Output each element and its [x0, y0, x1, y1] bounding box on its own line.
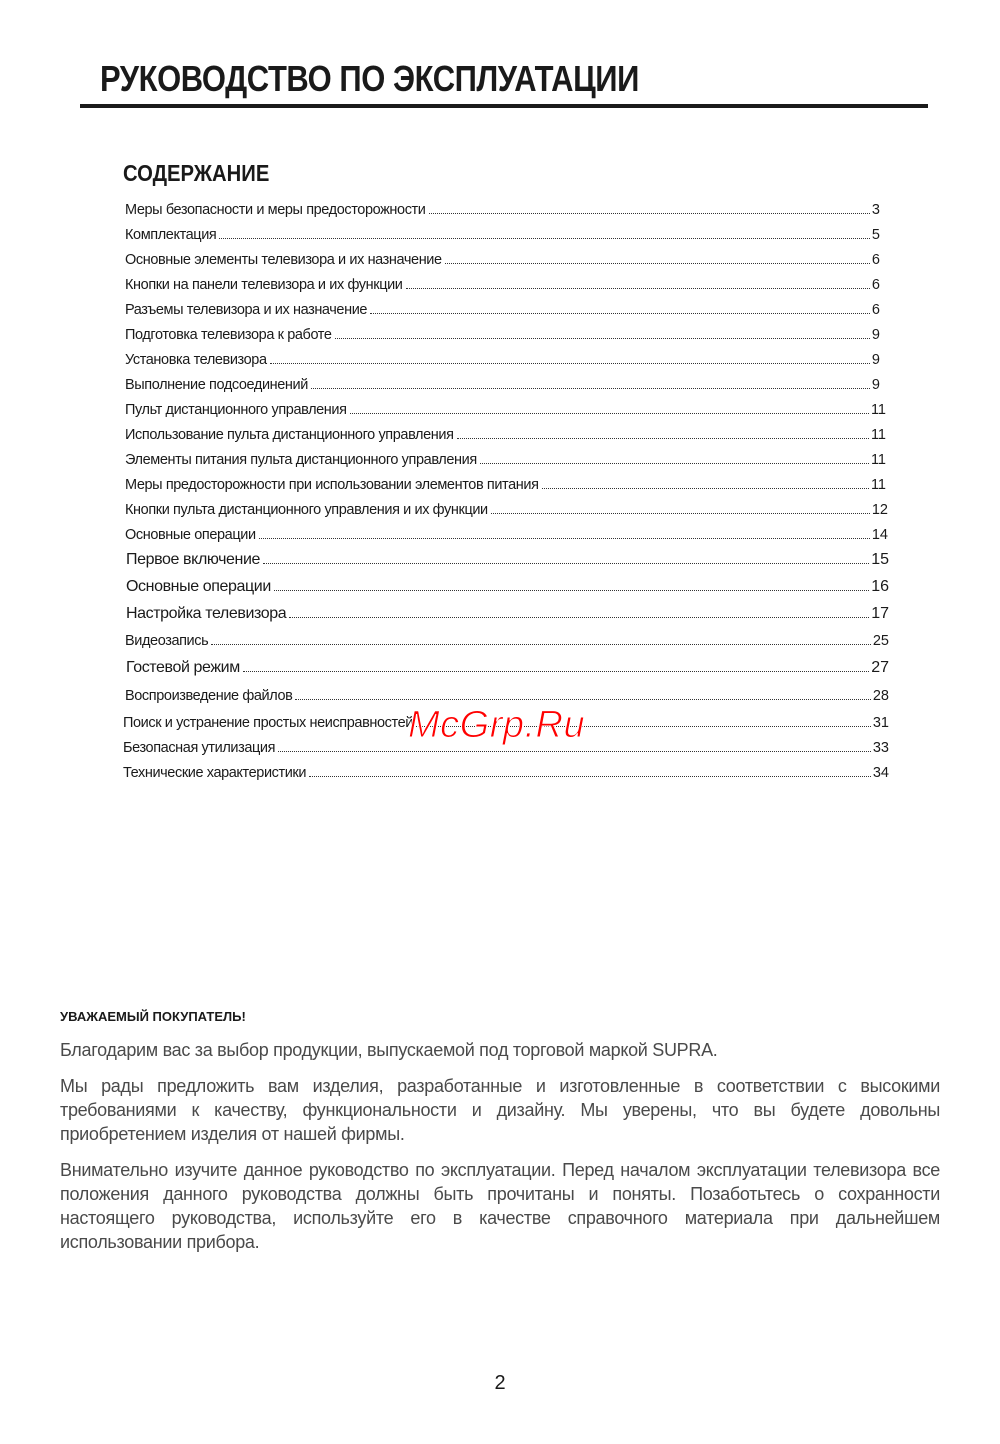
toc-leader-dots: [350, 413, 869, 414]
toc-item-page: 6: [871, 252, 880, 268]
toc-item[interactable]: [125, 225, 880, 245]
toc-leader-dots: [219, 238, 870, 239]
toc-item-label: Поиск и устранение простых неисправностей: [123, 715, 413, 731]
toc-item[interactable]: [125, 300, 880, 320]
toc-item-page: 27: [871, 659, 889, 676]
toc-leader-dots: [243, 671, 869, 672]
toc-leader-dots: [480, 463, 869, 464]
toc-item-label: Установка телевизора: [125, 352, 267, 368]
toc-item[interactable]: [126, 550, 889, 570]
toc-item-label: Воспроизведение файлов: [125, 688, 293, 704]
toc-item-label: Выполнение подсоединений: [125, 377, 308, 393]
toc-leader-dots: [445, 263, 870, 264]
toc-item-label: Основные операции: [126, 578, 271, 595]
toc-item-page: 9: [871, 327, 880, 343]
intro-paragraph: Благодарим вас за выбор продукции, выпускаемой под торговой маркой SUPRA.: [60, 1040, 718, 1060]
toc-leader-dots: [295, 699, 870, 700]
toc-item-page: 3: [871, 202, 880, 218]
title-underline: [80, 104, 928, 108]
toc-item-page: 6: [871, 302, 880, 318]
toc-item-label: Видеозапись: [125, 633, 209, 649]
toc-item[interactable]: [125, 325, 880, 345]
toc-item[interactable]: [125, 425, 886, 445]
toc-leader-dots: [491, 513, 870, 514]
toc-item-label: Настройка телевизора: [126, 605, 287, 622]
toc-item-label: Технические характеристики: [123, 765, 307, 781]
toc-leader-dots: [289, 617, 869, 618]
toc-leader-dots: [263, 563, 869, 564]
toc-item[interactable]: [125, 400, 886, 420]
toc-leader-dots: [278, 751, 871, 752]
toc-leader-dots: [542, 488, 869, 489]
toc-item-label: Пульт дистанционного управления: [125, 402, 347, 418]
toc-leader-dots: [309, 776, 871, 777]
toc-item[interactable]: [126, 658, 889, 678]
toc-item-page: 9: [871, 352, 880, 368]
toc-item-page: 11: [870, 452, 886, 468]
toc-leader-dots: [370, 313, 870, 314]
toc-item-page: 6: [871, 277, 880, 293]
toc-item-label: Комплектация: [125, 227, 217, 243]
toc-item-label: Использование пульта дистанционного управления: [125, 427, 454, 443]
toc-item[interactable]: [125, 525, 888, 545]
toc-item-page: 11: [870, 477, 886, 493]
toc-leader-dots: [457, 438, 869, 439]
toc-item-label: Основные элементы телевизора и их назначение: [125, 252, 442, 268]
toc-item-label: Меры предосторожности при использовании элементов питания: [125, 477, 539, 493]
toc-item[interactable]: [125, 500, 888, 520]
toc-item[interactable]: [126, 577, 889, 597]
toc-item-label: Кнопки на панели телевизора и их функции: [125, 277, 403, 293]
page-number: 2: [494, 1372, 506, 1394]
toc-item-page: 12: [871, 502, 888, 518]
intro-paragraph: Мы рады предложить вам изделия, разработанные и изготовленные в соответствии с высокими требованиями к качеству, функциональности и дизайну. Мы уверены, что вы будете довольны приобретением изделия от нашей фирмы.: [60, 1076, 940, 1144]
toc-leader-dots: [406, 288, 870, 289]
toc-item-page: 15: [871, 551, 889, 568]
toc-heading: СОДЕРЖАНИЕ: [123, 160, 270, 186]
toc-item-label: Разъемы телевизора и их назначение: [125, 302, 368, 318]
toc-item-label: Меры безопасности и меры предосторожности: [125, 202, 426, 218]
toc-item-label: Гостевой режим: [126, 659, 240, 676]
document-title: РУКОВОДСТВО ПО ЭКСПЛУАТАЦИИ: [100, 58, 639, 99]
toc-item-page: 16: [871, 578, 889, 595]
toc-leader-dots: [429, 213, 870, 214]
toc-leader-dots: [211, 644, 871, 645]
greeting-heading: УВАЖАЕМЫЙ ПОКУПАТЕЛЬ!: [60, 1009, 246, 1024]
toc-leader-dots: [270, 363, 870, 364]
toc-item[interactable]: [125, 375, 880, 395]
toc-item[interactable]: [125, 686, 889, 706]
toc-leader-dots: [259, 538, 870, 539]
toc-item-page: 14: [871, 527, 888, 543]
toc-item-label: Первое включение: [126, 551, 261, 568]
toc-item-label: Кнопки пульта дистанционного управления и их функции: [125, 502, 488, 518]
toc-item-page: 11: [870, 402, 886, 418]
toc-leader-dots: [274, 590, 869, 591]
toc-item[interactable]: [125, 475, 886, 495]
toc-item[interactable]: [125, 250, 880, 270]
toc-item[interactable]: [126, 604, 889, 624]
toc-item[interactable]: [125, 450, 886, 470]
toc-item[interactable]: [125, 350, 880, 370]
watermark-logo: McGrp.Ru: [408, 704, 586, 746]
toc-item-page: 17: [871, 605, 889, 622]
toc-item-page: 28: [872, 688, 889, 704]
toc-item-label: Подготовка телевизора к работе: [125, 327, 332, 343]
toc-leader-dots: [311, 388, 870, 389]
toc-item[interactable]: [125, 631, 889, 651]
toc-item-page: 31: [872, 715, 889, 731]
toc-item[interactable]: [125, 200, 880, 220]
toc-item-page: 34: [872, 765, 889, 781]
toc-item-page: 25: [872, 633, 889, 649]
toc-item-label: Основные операции: [125, 527, 256, 543]
toc-item[interactable]: [123, 763, 889, 783]
toc-item-label: Элементы питания пульта дистанционного управления: [125, 452, 477, 468]
toc-item[interactable]: [125, 275, 880, 295]
toc-item-label: Безопасная утилизация: [123, 740, 276, 756]
toc-item-page: 5: [871, 227, 880, 243]
intro-paragraph: Внимательно изучите данное руководство по эксплуатации. Перед началом эксплуатации телевизора все положения данного руководства должны быть прочитаны и поняты. Позаботьтесь о сохранности настоящего руководства, используйте его в качестве справочного материала при дальнейшем использовании прибора.: [60, 1160, 940, 1252]
toc-item-page: 11: [870, 427, 886, 443]
toc-item-page: 33: [872, 740, 889, 756]
toc-item-page: 9: [871, 377, 880, 393]
toc-leader-dots: [335, 338, 870, 339]
